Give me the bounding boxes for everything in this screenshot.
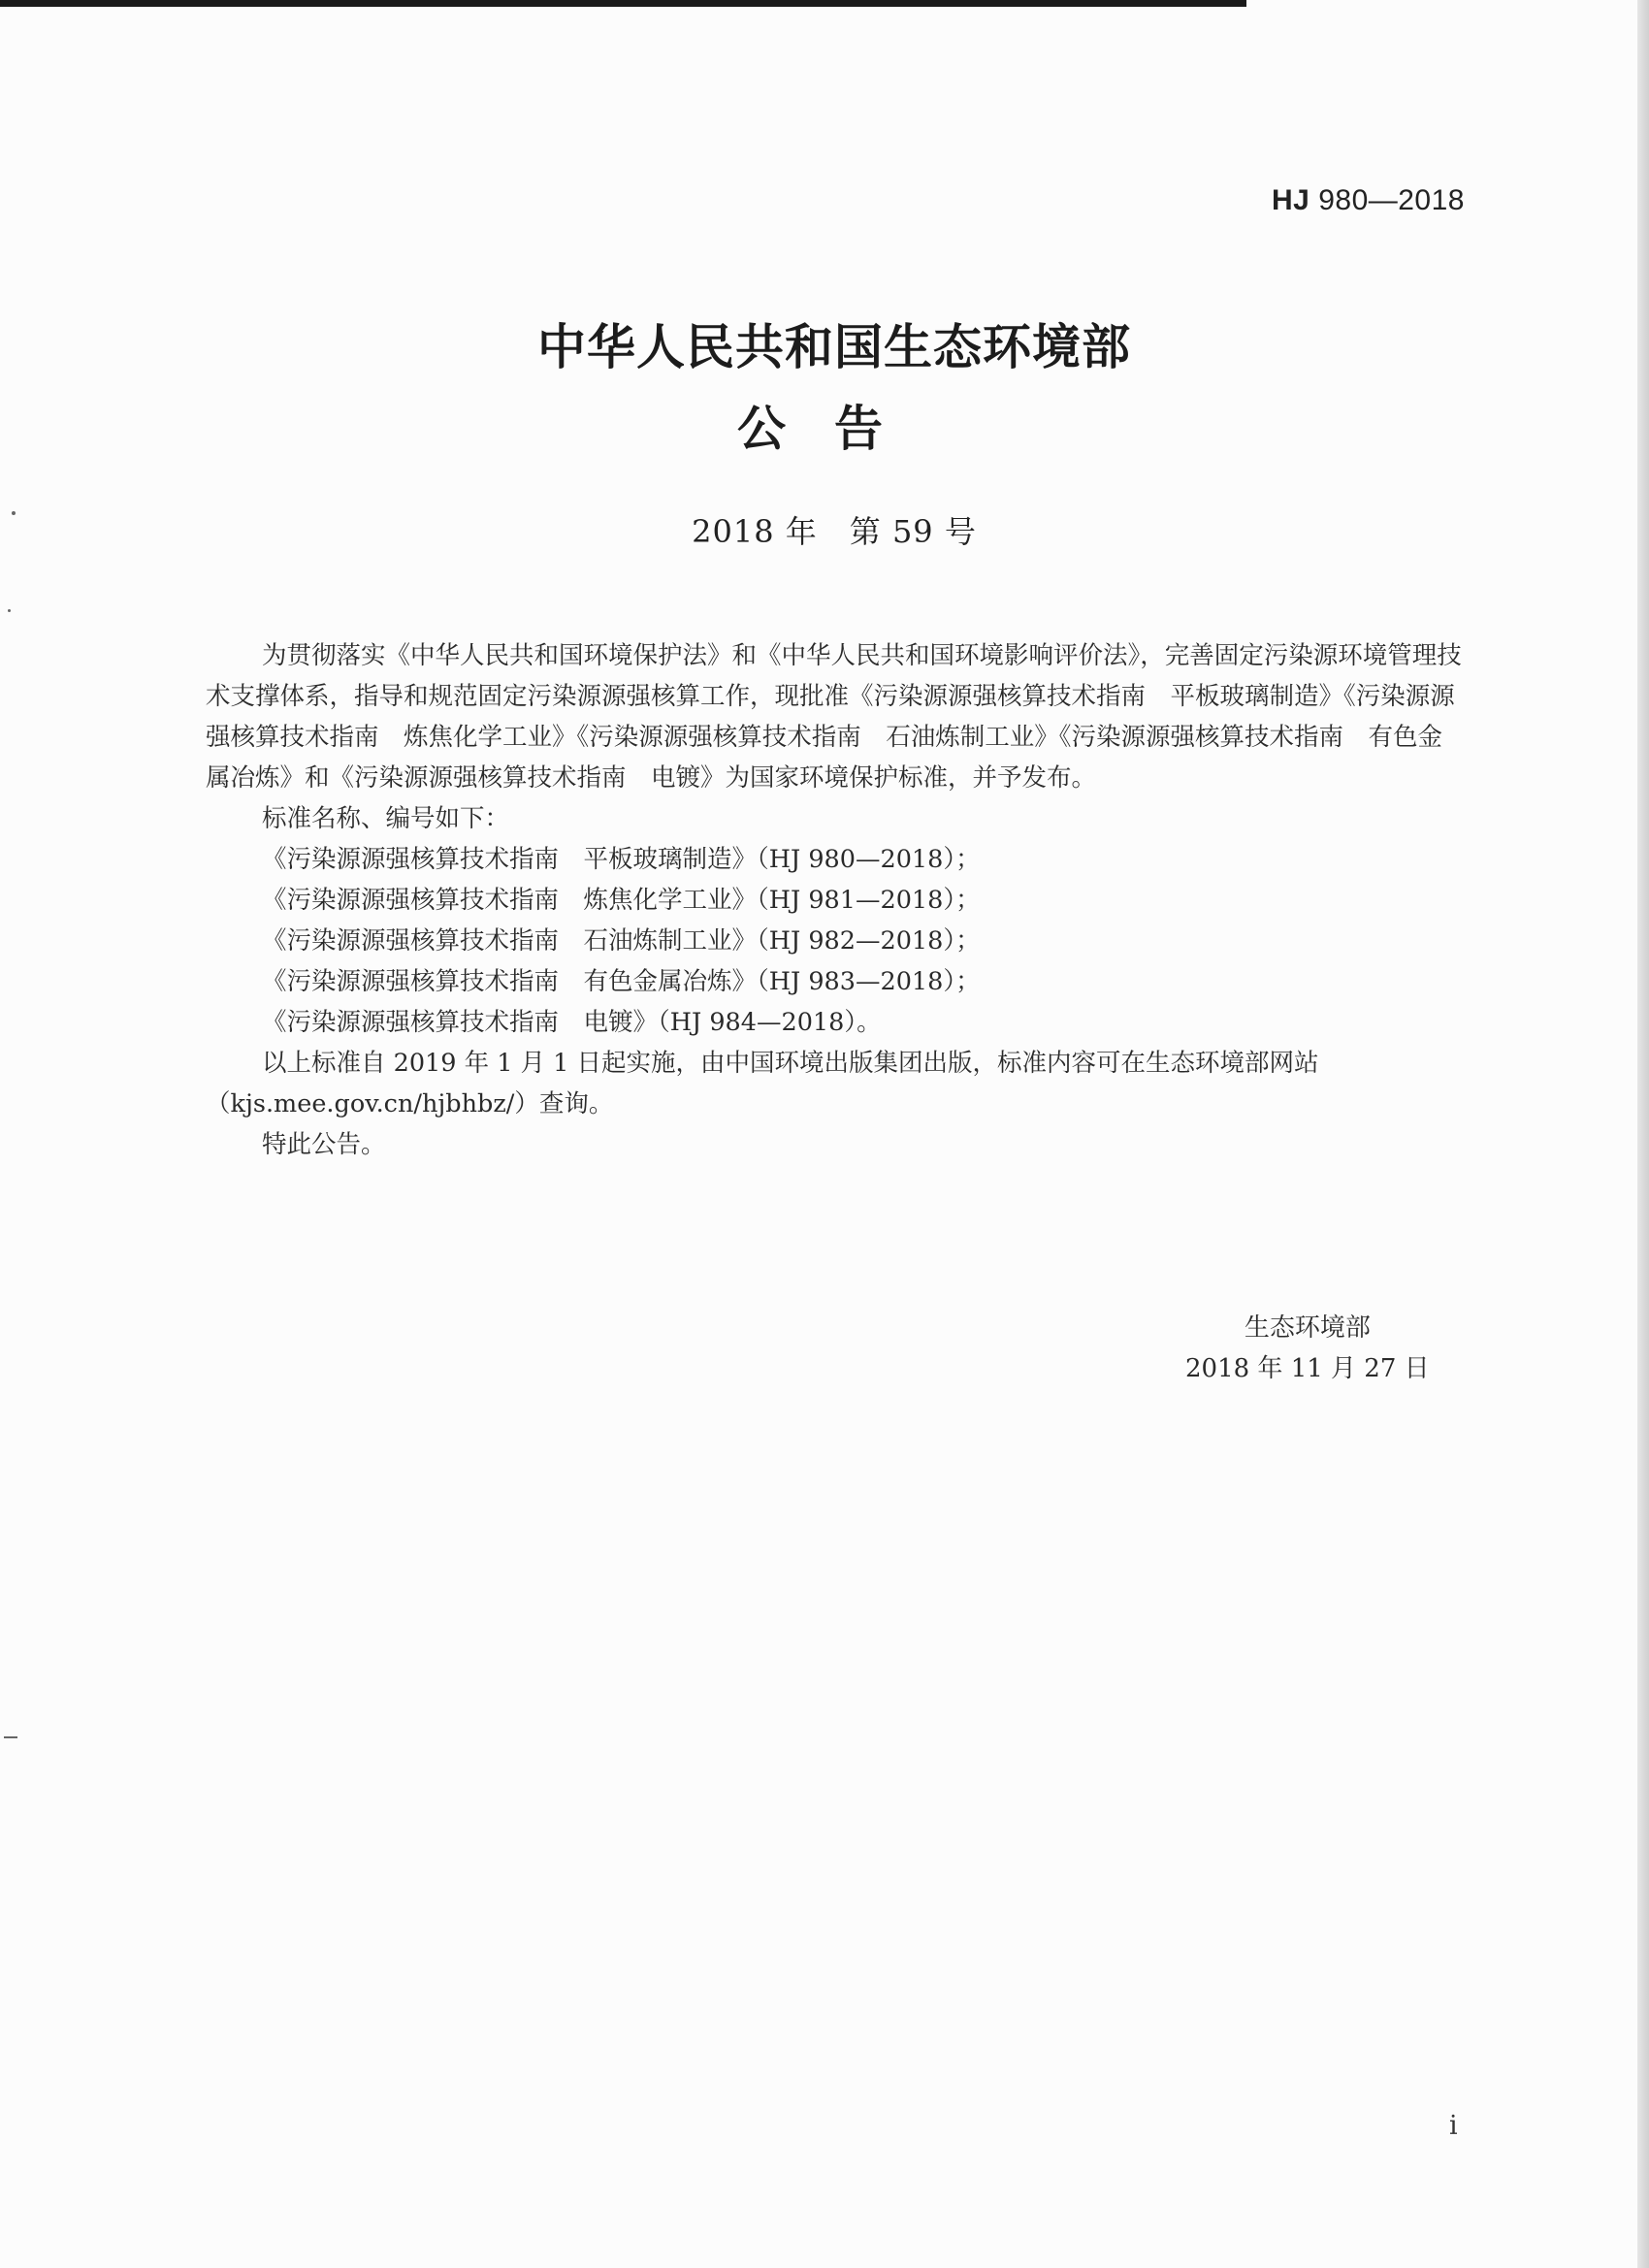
issue-date: 2018 年 11 月 27 日 <box>1185 1354 1430 1383</box>
closing-line: 特此公告。 <box>262 1130 386 1159</box>
document-subtitle: 公告 <box>737 401 931 457</box>
issuer-name: 生态环境部 <box>1244 1313 1371 1343</box>
scan-speck <box>8 609 11 612</box>
scan-edge-top <box>0 0 1246 7</box>
intro-paragraph: 为贯彻落实《中华人民共和国环境保护法》和《中华人民共和国环境影响评价法》，完善固定污染源环境管理技术支撑体系，指导和规范固定污染源源强核算工作，现批准《污染源源强核算技术指南 平板玻璃制造》《污染源源强核算技术指南 炼焦化学工业》《污染源源强核算技术指南 石油炼制工业》《污染源源强核算技术指南 有色金属冶炼》和《污染源源强核算技术指南 电镀》为国家环境保护标准，并予发布。 <box>206 641 1462 793</box>
issue-number: 2018 年 第 59 号 <box>692 513 977 550</box>
standard-code: 980—2018 <box>1310 184 1465 216</box>
standard-number <box>1272 184 1465 217</box>
standard-item: 《污染源源强核算技术指南 炼焦化学工业》（HJ 981—2018）； <box>262 886 981 915</box>
scan-speck <box>4 1736 17 1738</box>
list-heading: 标准名称、编号如下： <box>262 804 510 833</box>
signature-block <box>1185 1308 1430 1389</box>
document-title: 中华人民共和国生态环境部 <box>537 319 1131 375</box>
page-number: i <box>1449 2111 1458 2141</box>
standard-prefix: HJ <box>1272 184 1310 216</box>
implementation-paragraph: 以上标准自 2019 年 1 月 1 日起实施，由中国环境出版集团出版，标准内容可在生态环境部网站（kjs.mee.gov.cn/hjbhbz/）查询。 <box>206 1049 1319 1118</box>
standard-item: 《污染源源强核算技术指南 有色金属冶炼》（HJ 983—2018）； <box>262 967 981 996</box>
standard-item: 《污染源源强核算技术指南 石油炼制工业》（HJ 982—2018）； <box>262 926 981 956</box>
standard-item: 《污染源源强核算技术指南 平板玻璃制造》（HJ 980—2018）； <box>262 845 981 874</box>
standard-item: 《污染源源强核算技术指南 电镀》（HJ 984—2018）。 <box>262 1008 882 1037</box>
announcement-body <box>206 635 1467 1165</box>
